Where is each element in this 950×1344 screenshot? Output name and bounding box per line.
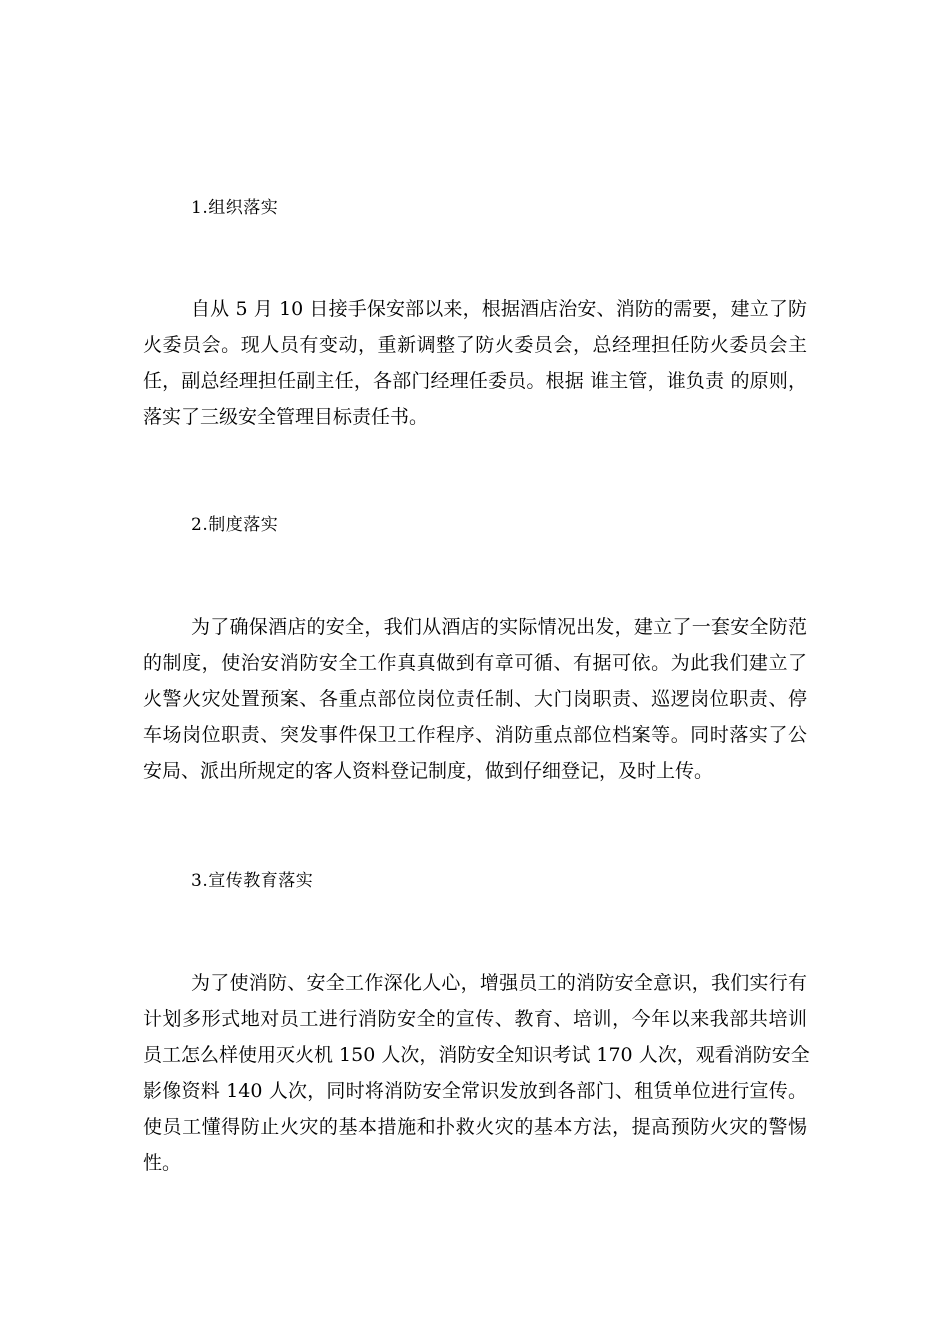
paragraph-line: 为了使消防、安全工作深化人心，增强员工的消防安全意识，我们实行有 xyxy=(191,972,807,994)
paragraph-line: 火委员会。现人员有变动，重新调整了防火委员会，总经理担任防火委员会主 xyxy=(143,334,807,356)
paragraph-line: 自从 5 月 10 日接手保安部以来，根据酒店治安、消防的需要，建立了防 xyxy=(191,298,807,320)
section-heading-system: 2.制度落实 xyxy=(191,515,279,535)
paragraph-education xyxy=(143,965,810,1181)
paragraph-system xyxy=(143,609,807,789)
paragraph-line: 安局、派出所规定的客人资料登记制度，做到仔细登记，及时上传。 xyxy=(143,760,714,782)
paragraph-line: 的制度，使治安消防安全工作真真做到有章可循、有据可依。为此我们建立了 xyxy=(143,652,807,674)
paragraph-line: 员工怎么样使用灭火机 150 人次，消防安全知识考试 170 人次，观看消防安全 xyxy=(143,1044,810,1066)
section-heading-organization: 1.组织落实 xyxy=(191,198,279,218)
section-heading-education: 3.宣传教育落实 xyxy=(191,871,314,891)
paragraph-line: 使员工懂得防止火灾的基本措施和扑救火灾的基本方法，提高预防火灾的警惕 xyxy=(143,1116,807,1138)
paragraph-line: 车场岗位职责、突发事件保卫工作程序、消防重点部位档案等。同时落实了公 xyxy=(143,724,807,746)
paragraph-line: 火警火灾处置预案、各重点部位岗位责任制、大门岗职责、巡逻岗位职责、停 xyxy=(143,688,807,710)
paragraph-line: 影像资料 140 人次，同时将消防安全常识发放到各部门、租赁单位进行宣传。 xyxy=(143,1080,807,1102)
paragraph-line: 落实了三级安全管理目标责任书。 xyxy=(143,406,429,428)
paragraph-line: 性。 xyxy=(143,1152,182,1174)
paragraph-line: 为了确保酒店的安全，我们从酒店的实际情况出发，建立了一套安全防范 xyxy=(191,616,807,638)
paragraph-organization xyxy=(143,291,807,435)
paragraph-line: 计划多形式地对员工进行消防安全的宣传、教育、培训，今年以来我部共培训 xyxy=(143,1008,807,1030)
paragraph-line: 任，副总经理担任副主任，各部门经理任委员。根据 谁主管，谁负责 的原则， xyxy=(143,370,807,392)
